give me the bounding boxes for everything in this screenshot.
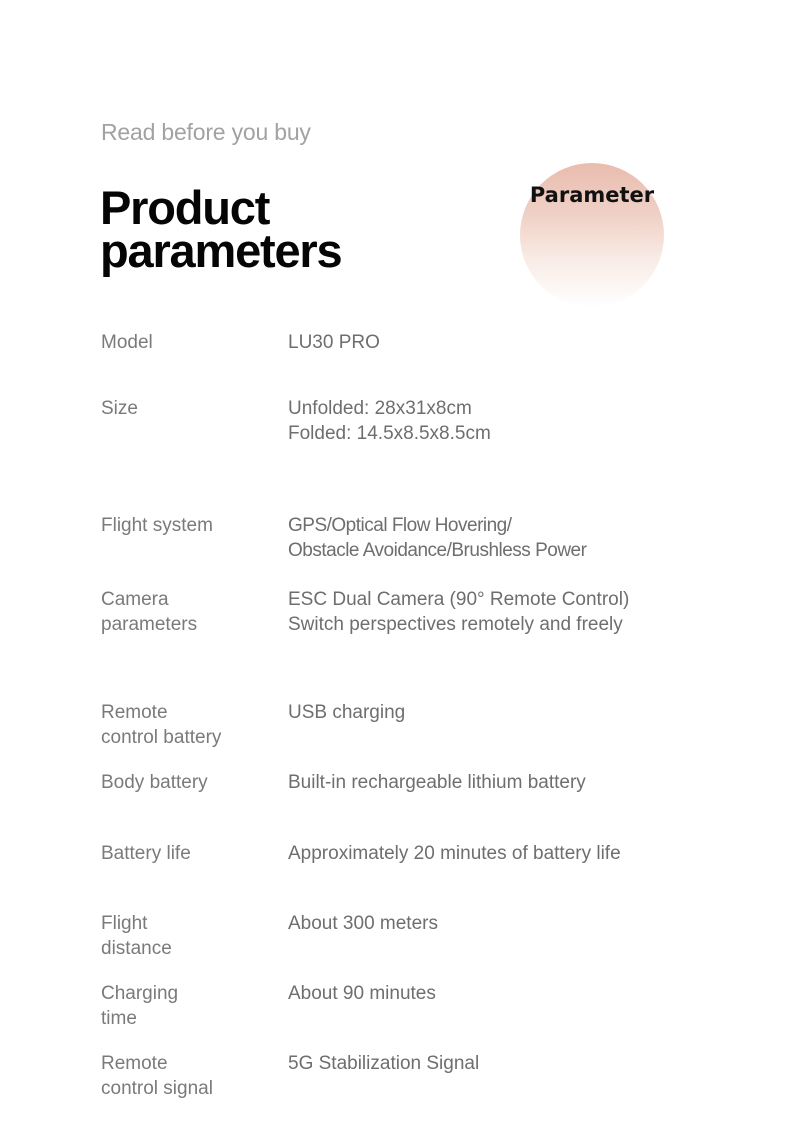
param-label: Body battery (101, 772, 208, 793)
param-value: USB charging (288, 702, 406, 723)
param-label: Remote control signal (101, 1053, 213, 1099)
param-value: ESC Dual Camera (90° Remote Control) Switch perspectives remotely and freely (288, 589, 630, 635)
param-label: Model (101, 332, 153, 353)
kicker-text: Read before you buy (101, 119, 311, 145)
param-value: 5G Stabilization Signal (288, 1053, 480, 1074)
param-label: Charging time (101, 983, 179, 1029)
page-title: Product parameters (100, 181, 342, 277)
param-value: GPS/Optical Flow Hovering/ Obstacle Avoidance/Brushless Power (288, 515, 587, 561)
param-value: Built-in rechargeable lithium battery (288, 772, 586, 793)
param-value: About 300 meters (288, 913, 438, 934)
param-value: LU30 PRO (288, 332, 380, 353)
param-label: Flight distance (101, 913, 172, 959)
param-value: Unfolded: 28x31x8cm Folded: 14.5x8.5x8.5cm (288, 398, 491, 444)
param-label: Flight system (101, 515, 213, 536)
param-value: About 90 minutes (288, 983, 436, 1004)
param-value: Approximately 20 minutes of battery life (288, 843, 621, 864)
param-label: Camera parameters (101, 589, 198, 635)
param-label: Battery life (101, 843, 191, 864)
parameter-badge-label: Parameter (529, 183, 655, 207)
param-label: Remote control battery (101, 702, 222, 748)
param-label: Size (101, 398, 138, 419)
